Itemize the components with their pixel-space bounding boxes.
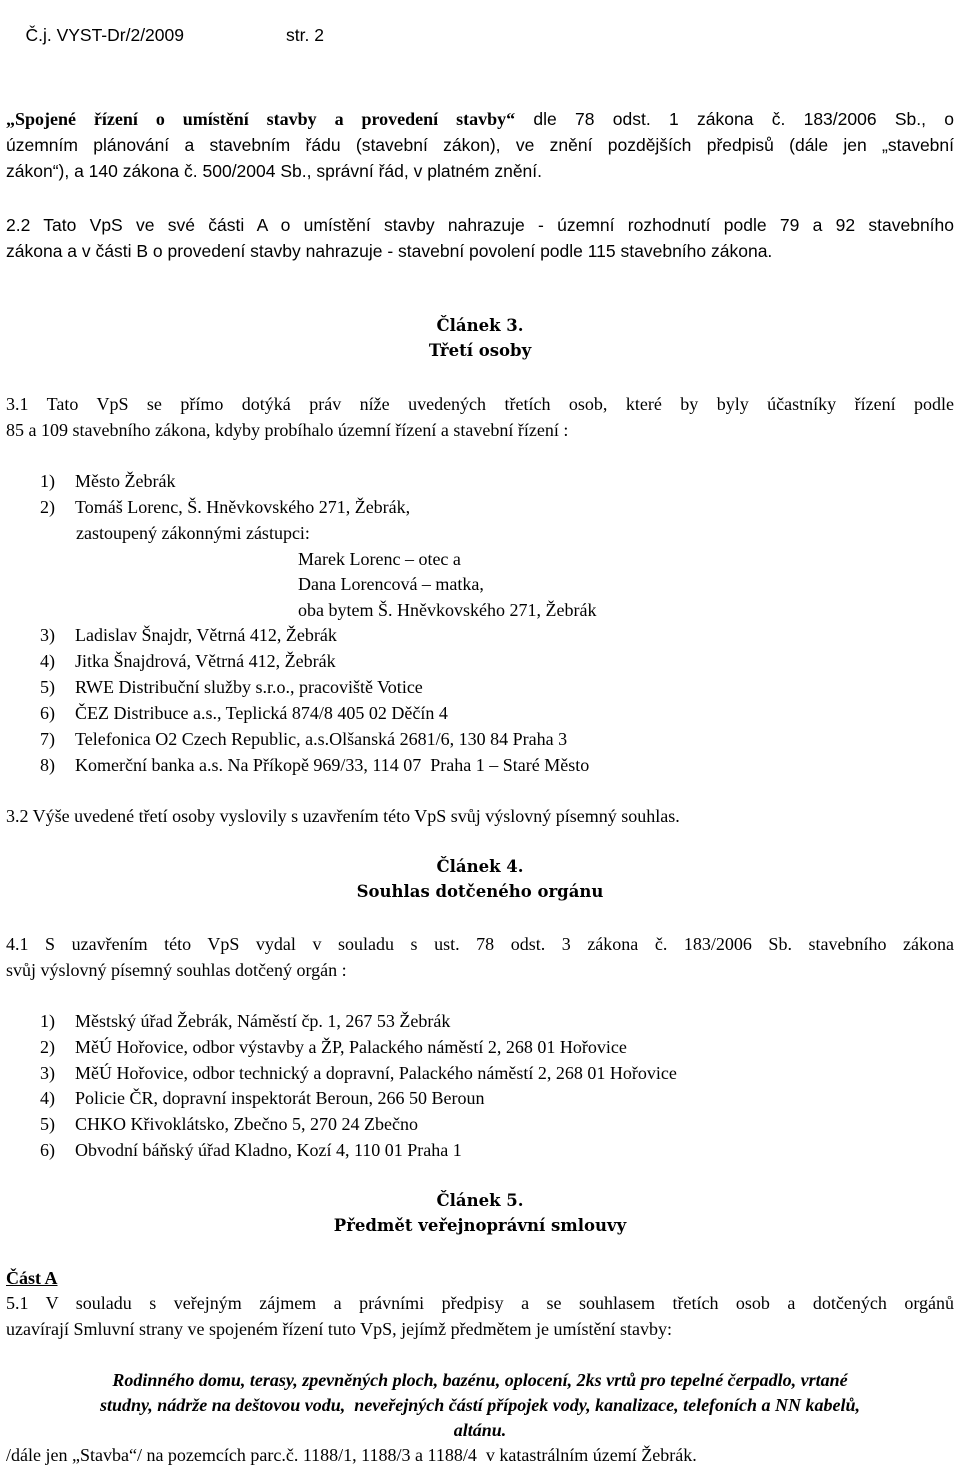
para-4-1-line-1: 4.1 S uzavřením této VpS vydal v souladu s ust. 78 odst. 3 zákona č. 183/2006 Sb. stavebního zákona [6,934,954,954]
list-item [40,754,954,776]
list-item [40,496,954,518]
article-5-subtitle: Předmět veřejnoprávní smlouvy [333,1216,627,1235]
list-item [40,1113,954,1135]
list-number: 2) [40,1037,55,1057]
list-number: 1) [40,1011,55,1031]
list-text: Tomáš Lorenc, Š. Hněvkovského 271, Žebrák, [75,497,411,517]
page-number: str. 2 [286,25,324,45]
part-a-label: Část A [6,1268,58,1288]
list-number: 6) [40,703,55,723]
list-number: 4) [40,1088,55,1108]
reference-number: Č.j. VYST-Dr/2/2009 [25,25,184,45]
subject-line-1: Rodinného domu, terasy, zpevněných ploch, bazénu, oplocení, 2ks vrtů pro tepelné čerpadlo, vrtané [112,1370,848,1390]
list-number: 4) [40,651,55,671]
list-text: Městský úřad Žebrák, Náměstí čp. 1, 267 53 Žebrák [75,1011,451,1031]
list-item [40,1062,954,1084]
list-number: 2) [40,497,55,517]
intro-line-1-rest: dle 78 odst. 1 zákona č. 183/2006 Sb., o [515,109,954,129]
list-item [40,728,954,750]
list-text: Ladislav Šnajdr, Větrná 412, Žebrák [75,625,337,645]
list-number: 6) [40,1140,55,1160]
list-item [40,1036,954,1058]
list-text: Telefonica O2 Czech Republic, a.s.Olšanská 2681/6, 130 84 Praha 3 [75,729,568,749]
list-text: Město Žebrák [75,471,176,491]
representative-line: Marek Lorenc – otec a [298,549,461,569]
list-number: 7) [40,729,55,749]
para-5-1-line-2: uzavírají Smluvní strany ve spojeném řízení tuto VpS, jejímž předmětem je umístění stavby: [6,1319,673,1339]
list-text: Jitka Šnajdrová, Větrná 412, Žebrák [75,651,336,671]
article-4-subtitle: Souhlas dotčeného orgánu [356,882,604,901]
representative-line: Dana Lorencová – matka, [298,574,484,594]
list-item [40,676,954,698]
para-3-1-line-2: 85 a 109 stavebního zákona, kdyby probíhalo územní řízení a stavební řízení : [6,420,569,440]
para-4-1-line-2: svůj výslovný písemný souhlas dotčený orgán : [6,960,347,980]
article-3-subtitle: Třetí osoby [428,341,532,360]
list-number: 1) [40,471,55,491]
article-3-title: Článek 3. [436,316,524,335]
subject-line-3: altánu. [453,1420,507,1440]
list-number: 3) [40,625,55,645]
para-3-1-line-1: 3.1 Tato VpS se přímo dotýká práv níže uvedených třetích osob, které by byly účastníky řízení podle [6,394,954,414]
list-item [40,1087,954,1109]
list-item [40,470,954,492]
article-5-title: Článek 5. [436,1191,524,1210]
para-5-1-last-line: /dále jen „Stavba“/ na pozemcích parc.č. 1188/1, 1188/3 a 1188/4 v katastrálním území Žebrák. [6,1445,697,1465]
list-item [40,624,954,646]
intro-bold-title: „Spojené řízení o umístění stavby a provedení stavby“ [6,109,516,129]
para-5-1-line-1: 5.1 V souladu s veřejným zájmem a právními předpisy a se souhlasem třetích osob a dotčených orgánů [6,1293,954,1313]
subject-line-2: studny, nádrže na deštovou vodu, neveřejných částí přípojek vody, kanalizace, telefoních a NN kabelů, [99,1395,861,1415]
list-item [40,1010,954,1032]
representative-label: zastoupený zákonnými zástupci: [76,523,310,543]
para-2-2-line-1: 2.2 Tato VpS ve své části A o umístění stavby nahrazuje - územní rozhodnutí podle 79 a 92 stavebního [6,215,954,235]
list-number: 3) [40,1063,55,1083]
para-2-2-line-2: zákona a v části B o provedení stavby nahrazuje - stavební povolení podle 115 stavebního zákona. [6,241,773,261]
list-text: ČEZ Distribuce a.s., Teplická 874/8 405 02 Děčín 4 [75,703,448,723]
page-header [6,2,954,68]
list-text: MěÚ Hořovice, odbor výstavby a ŽP, Palackého náměstí 2, 268 01 Hořovice [75,1037,627,1057]
intro-line-1 [6,108,954,130]
list-number: 8) [40,755,55,775]
intro-line-3: zákon“), a 140 zákona č. 500/2004 Sb., správní řád, v platném znění. [6,161,543,181]
intro-line-2: územním plánování a stavebním řádu (stavební zákon), ve znění pozdějších předpisů (dále jen „stavební [6,135,954,155]
para-3-2: 3.2 Výše uvedené třetí osoby vyslovily s uzavřením této VpS svůj výslovný písemný souhlas. [6,806,680,826]
list-number: 5) [40,677,55,697]
list-text: Policie ČR, dopravní inspektorát Beroun, 266 50 Beroun [75,1088,485,1108]
list-text: Obvodní báňský úřad Kladno, Kozí 4, 110 01 Praha 1 [75,1140,462,1160]
list-text: MěÚ Hořovice, odbor technický a dopravní, Palackého náměstí 2, 268 01 Hořovice [75,1063,677,1083]
article-4-title: Článek 4. [436,857,524,876]
list-item [40,702,954,724]
list-text: Komerční banka a.s. Na Příkopě 969/33, 114 07 Praha 1 – Staré Město [75,755,590,775]
list-number: 5) [40,1114,55,1134]
list-text: RWE Distribuční služby s.r.o., pracoviště Votice [75,677,423,697]
list-item [40,650,954,672]
list-item [40,1139,954,1161]
list-text: CHKO Křivoklátsko, Zbečno 5, 270 24 Zbečno [75,1114,418,1134]
representative-line: oba bytem Š. Hněvkovského 271, Žebrák [298,600,597,620]
